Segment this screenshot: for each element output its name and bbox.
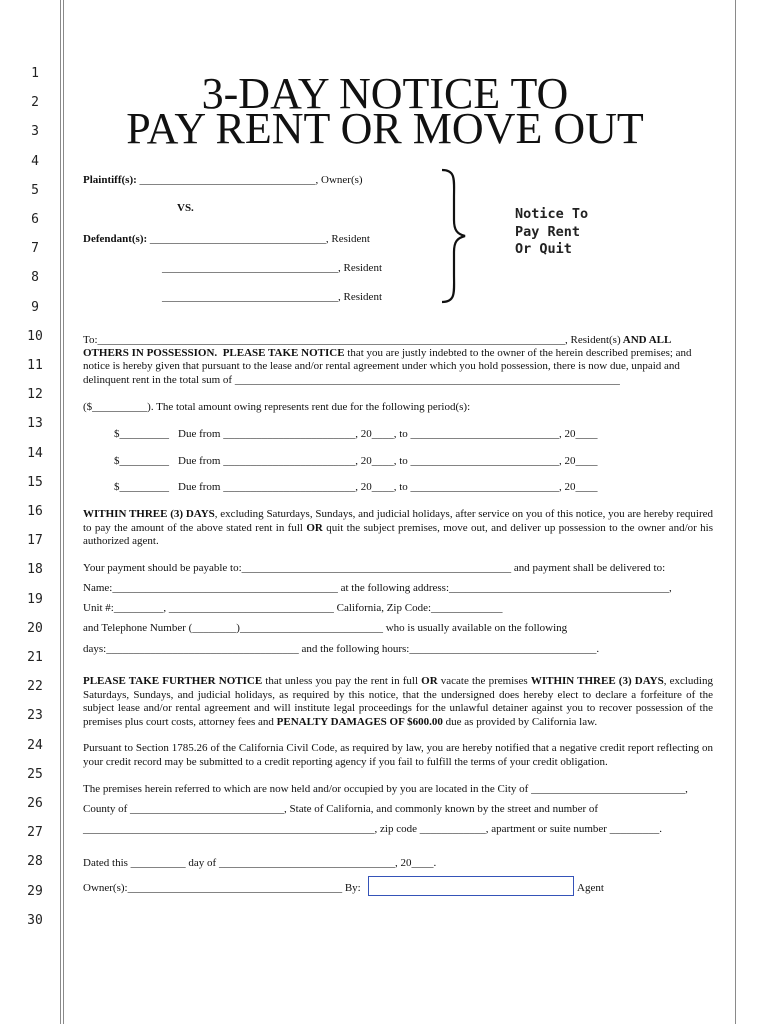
side-title-line-2: Pay Rent [515,223,581,240]
line-number: 27 [27,825,43,841]
further-three-days: WITHIN THREE (3) DAYS [530,675,664,687]
line-number: 28 [27,854,43,870]
notice-line: notice is hereby given that pursuant to the lease and/or rental agreement under which you hold possession, there is now due, unpaid and [83,360,680,372]
line-number: 26 [27,796,43,811]
plaintiff-line [83,174,363,187]
line-number: 29 [27,883,43,899]
period-dates-2[interactable]: Due from ________________________, 20____, to ___________________________, 20____ [178,455,598,467]
to-line[interactable] [83,334,671,347]
defendant-field[interactable]: ________________________________, Resident [147,233,370,245]
plaintiff-label: Plaintiff(s): [83,174,137,186]
unit-zip-field[interactable]: Unit #:_________, ______________________________ California, Zip Code:_____________ [83,602,503,614]
period-amount-1[interactable]: $_________ [114,428,169,440]
line-number: 7 [31,241,39,257]
line-number: 24 [27,737,43,753]
caption-brace-icon [438,168,468,304]
line-number: 5 [31,182,39,198]
period-amount-2[interactable]: $_________ [114,455,169,467]
line-number: 8 [31,270,39,286]
line-number: 22 [27,679,43,695]
premises-county-field[interactable]: County of ____________________________, State of California, and commonly known by the street and number of [83,803,599,815]
within-three-days-label: WITHIN THREE (3) DAYS [83,508,215,520]
and-all-label: AND ALL [620,334,672,346]
period-dates-1[interactable]: Due from ________________________, 20____, to ___________________________, 20____ [178,428,598,440]
margin-line-right [735,0,736,1024]
resident-field-2[interactable]: ________________________________, Resident [162,262,382,274]
line-number: 1 [31,66,39,81]
further-text-4: due as provided by California law. [442,715,598,728]
line-number: 19 [27,591,43,607]
payable-to-field[interactable]: Your payment should be payable to:_________________________________________________ and payment shall be delivered to: [83,562,666,574]
credit-paragraph: Pursuant to Section 1785.26 of the California Civil Code, as required by law, you are hereby notified that a negative credit report reflecting on your credit record may be submitted to a credit reporting agency if you fail to fulfill the terms of your credit obligation. [83,742,713,768]
within-text-2: quit the subject premises, move out, and deliver up possession to the owner and/or his authorized agent. [83,521,713,547]
delinquent-rent-field[interactable]: delinquent rent in the total sum of ______________________________________________________________________ [83,374,620,386]
further-or: OR [421,675,438,687]
to-residents-field[interactable]: To:_____________________________________________________________________________________, Resident(s) [83,334,621,346]
line-number: 21 [27,650,43,665]
total-amount-field[interactable]: ($__________). The total amount owing represents rent due for the following period(s): [83,401,471,413]
premises-city-field[interactable]: The premises herein referred to which are now held and/or occupied by you are located in the City of ____________________________, [83,783,688,795]
line-number: 4 [31,153,39,169]
further-text-2: vacate the premises [437,675,531,687]
line-number: 25 [27,766,43,782]
line-number: 10 [27,328,43,344]
line-number: 20 [27,620,43,636]
period-amount-3[interactable]: $_________ [114,481,169,493]
line-number: 16 [27,504,43,519]
side-title [515,206,588,259]
period-dates-3[interactable]: Due from ________________________, 20____, to ___________________________, 20____ [178,481,598,493]
further-text-3: , excluding Saturdays, Sundays, and judicial holidays, as required by this notice, that the undersigned does hereby elect to declare a forfeiture of the subject lease and/or rental agreement and will institute legal proceedings for the unlawful detainer against you to recover possession of the premises plus court costs, attorney fees and [83,675,713,728]
within-three-days-paragraph [83,508,713,549]
line-number: 14 [27,445,43,461]
side-title-line-3: Or Quit [515,241,572,257]
agent-signature-input[interactable] [368,876,574,896]
dated-field[interactable]: Dated this __________ day of ________________________________, 20____. [83,857,437,869]
telephone-field[interactable]: and Telephone Number (________)__________________________ who is usually available on the following [83,622,568,634]
line-number: 18 [27,562,43,578]
within-text-1: , excluding Saturdays, Sundays, and judicial holidays, after service on you of this notice, you are hereby required to pay the amount of the above stated rent in full [83,508,713,534]
line-number: 2 [31,95,39,111]
line-number: 11 [27,358,43,373]
others-text: that you are justly indebted to the owner of the herein described premises; and [344,347,692,359]
agent-label: Agent [577,882,604,894]
line-number: 6 [31,212,39,227]
defendant-label: Defendant(s): [83,233,148,245]
days-hours-field[interactable]: days:___________________________________ and the following hours:__________________________________. [83,643,600,655]
side-title-line-1: Notice To [515,206,589,222]
owner-signature-field[interactable]: Owner(s):_______________________________________ By: [83,882,361,894]
vs-label: VS. [177,202,194,214]
document-title-line-1: 3-DAY NOTICE TO [201,69,569,118]
further-notice-paragraph [83,675,713,729]
within-or: OR [306,521,323,534]
line-number: 17 [27,533,43,549]
document-title-line-2: PAY RENT OR MOVE OUT [126,104,644,153]
payee-name-address-field[interactable]: Name:_________________________________________ at the following address:________________________________________, [83,582,672,594]
premises-street-field[interactable]: _____________________________________________________, zip code ____________, apartment or suite number _________. [83,823,662,835]
further-text-1: that unless you pay the rent in full [262,675,422,687]
line-number: 3 [31,124,39,140]
others-in-possession-label: OTHERS IN POSSESSION. [83,347,218,359]
resident-field-3[interactable]: ________________________________, Resident [162,291,382,303]
line-number: 30 [27,912,43,928]
further-notice-label: PLEASE TAKE FURTHER NOTICE [83,675,263,687]
line-number: 23 [27,708,43,724]
plaintiff-field[interactable]: ________________________________, Owner(s) [136,174,363,186]
line-number: 15 [27,474,43,490]
defendant-line [83,233,370,246]
line-number: 9 [31,299,39,315]
line-number: 13 [27,416,43,432]
penalty-damages-label: PENALTY DAMAGES OF $600.00 [276,715,443,728]
others-line [83,347,692,360]
line-number: 12 [27,387,43,403]
please-take-notice-label: PLEASE TAKE NOTICE [222,347,345,359]
